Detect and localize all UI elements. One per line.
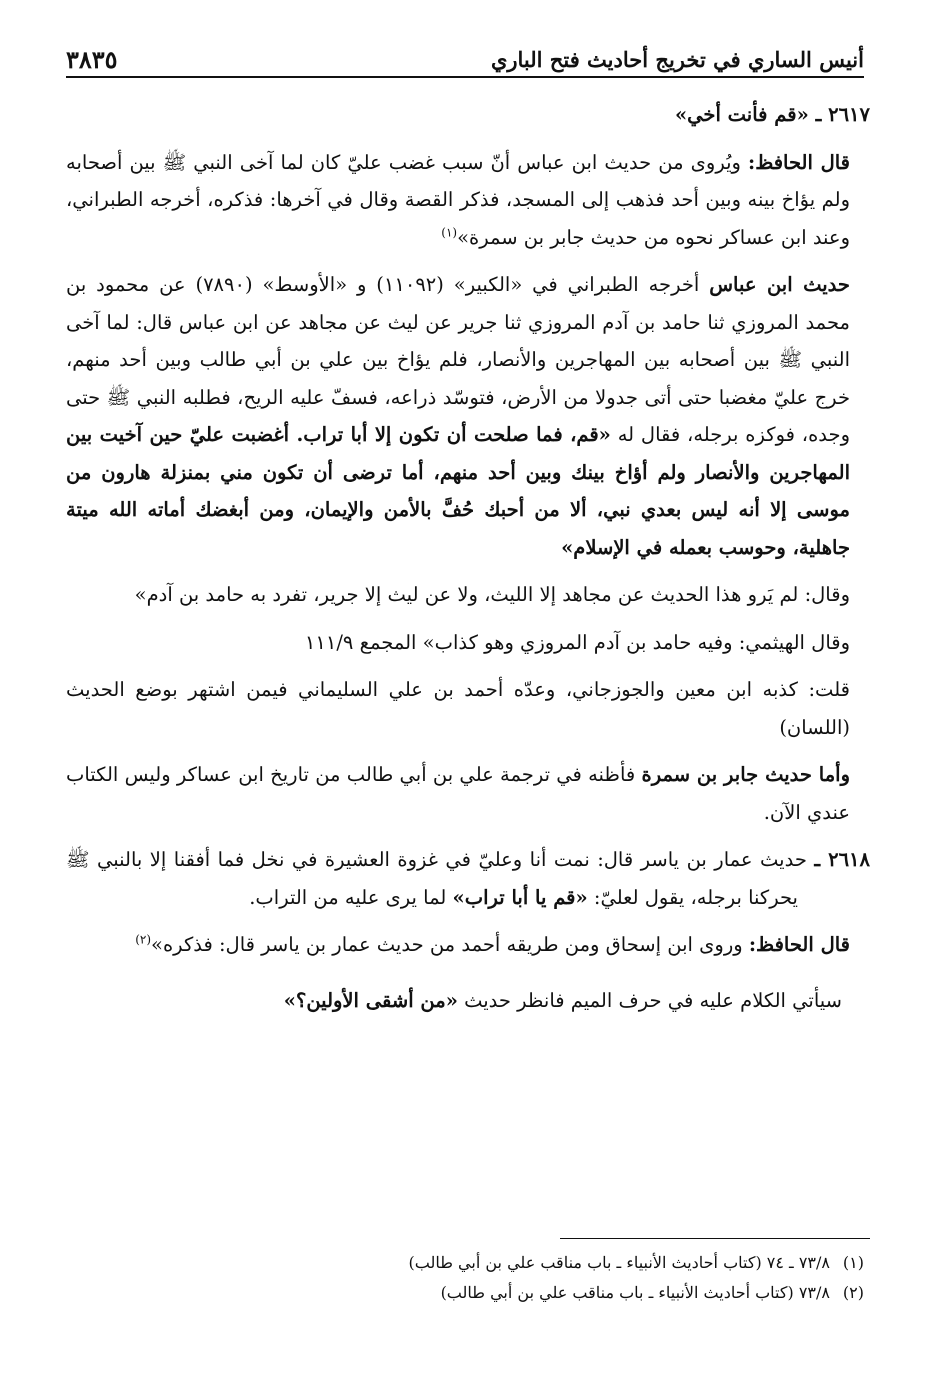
ibn-abbas-paragraph (66, 266, 870, 566)
footnote-number: (١) (842, 1253, 864, 1272)
entry-2618-end: لما يرى عليه من التراب. (249, 885, 453, 909)
hafiz-label-2: قال الحافظ: (748, 933, 850, 956)
jabir-lead: وأما حديث جابر بن سمرة (641, 763, 850, 786)
hafiz-quote-paragraph (66, 144, 870, 257)
ibn-abbas-text: أخرجه الطبراني في «الكبير» (١١٠٩٢) و «الأوسط» (٧٨٩٠) عن محمود بن محمد المروزي ثنا حامد بن آدم المروزي ثنا جرير عن ليث عن مجاهد عن ابن عباس قال: لما آخى النبي ﷺ بين أصحابه بين المهاجرين والأنصار، فلم يؤاخ بين علي بن أبي طالب وبين أحد منهم، خرج عليّ مغضبا حتى أتى جدولا من الأرض، فتوسّد ذراعه، فسفّ عليه الريح، فطلبه النبي ﷺ حتى وجده، فوكزه برجله، فقال له (66, 273, 851, 446)
entry-2618 (66, 841, 870, 916)
entry-2618-quote: «قم يا أبا تراب» (452, 885, 588, 909)
ibn-abbas-lead: حديث ابن عباس (709, 273, 850, 296)
entry-title: «قم فأنت أخي» (674, 103, 809, 126)
hadith-matn: «قم، فما صلحت أن تكون إلا أبا تراب. أغضبت عليّ حين آخيت بين المهاجرين والأنصار ولم أؤاخ بينك وبين أحد منهم، أما ترضى أن تكون مني بمنزلة هارون من موسى إلا أنه ليس بعدي نبي، ألا من أحبك حُفَّ بالأمن والإيمان، ومن أبغضك أماته الله ميتة جاهلية، وحوسب بعمله في الإسلام» (66, 423, 850, 559)
author-note: قلت: كذبه ابن معين والجوزجاني، وعدّه أحمد بن علي السليماني فيمن اشتهر بوضع الحديث (اللسان) (66, 678, 850, 739)
main-text (66, 96, 870, 1029)
page-number: ٣٨٣٥ (66, 45, 118, 74)
jabir-text: فأظنه في ترجمة علي بن أبي طالب من تاريخ ابن عساكر وليس الكتاب عندي الآن. (66, 763, 850, 824)
entry-number-2618: ٢٦١٨ ـ (814, 848, 870, 871)
hafiz-paragraph-2 (66, 926, 870, 964)
hafiz-text-2: وروى ابن إسحاق ومن طريقه أحمد من حديث عمار بن ياسر قال: فذكره» (151, 933, 749, 956)
cross-reference-title: «من أشقى الأولين؟» (283, 988, 458, 1012)
running-header (66, 36, 864, 78)
footnote-2 (66, 1278, 864, 1308)
entry-2618-text: حديث عمار بن ياسر قال: نمت أنا وعليّ في غزوة العشيرة في نخل فما أفقنا إلا بالنبي ﷺ يحركنا برجله، يقول لعليّ: (66, 848, 815, 909)
hafiz-label: قال الحافظ: (748, 150, 851, 174)
cross-reference (66, 982, 870, 1020)
running-title: أنيس الساري في تخريج أحاديث فتح الباري (490, 47, 864, 72)
footnote-text: ٧٣/٨ ـ ٧٤ (كتاب أحاديث الأنبياء ـ باب مناقب علي بن أبي طالب) (408, 1253, 830, 1272)
footnote-ref-2: (٢) (135, 932, 152, 947)
footnote-separator (560, 1238, 870, 1239)
jabir-paragraph (66, 756, 870, 831)
tabarani-comment: وقال: لم يَرو هذا الحديث عن مجاهد إلا الليث، ولا عن ليث إلا جرير، تفرد به حامد بن آدم» (134, 583, 850, 606)
cross-reference-text: سيأتي الكلام عليه في حرف الميم فانظر حديث (457, 988, 842, 1012)
haythami-comment: وقال الهيثمي: وفيه حامد بن آدم المروزي وهو كذاب» المجمع ١١١/٩ (304, 630, 850, 654)
footnote-1 (66, 1248, 864, 1278)
entry-2617-heading (66, 96, 870, 134)
footnotes (66, 1248, 864, 1308)
footnote-ref-1: (١) (441, 225, 458, 239)
footnote-number: (٢) (842, 1283, 864, 1302)
footnote-text: ٧٣/٨ (كتاب أحاديث الأنبياء ـ باب مناقب علي بن أبي طالب) (440, 1283, 830, 1302)
hafiz-quote-text: ويُروى من حديث ابن عباس أنّ سبب غضب عليّ كان لما آخى النبي ﷺ بين أصحابه ولم يؤاخ بينه وبين أحد فذهب إلى المسجد، فذكر القصة وقال في آخرها: فذكره، أخرجه الطبراني، وعند ابن عساكر نحوه من حديث جابر بن سمرة» (66, 150, 850, 249)
entry-number: ٢٦١٧ ـ (815, 103, 870, 126)
